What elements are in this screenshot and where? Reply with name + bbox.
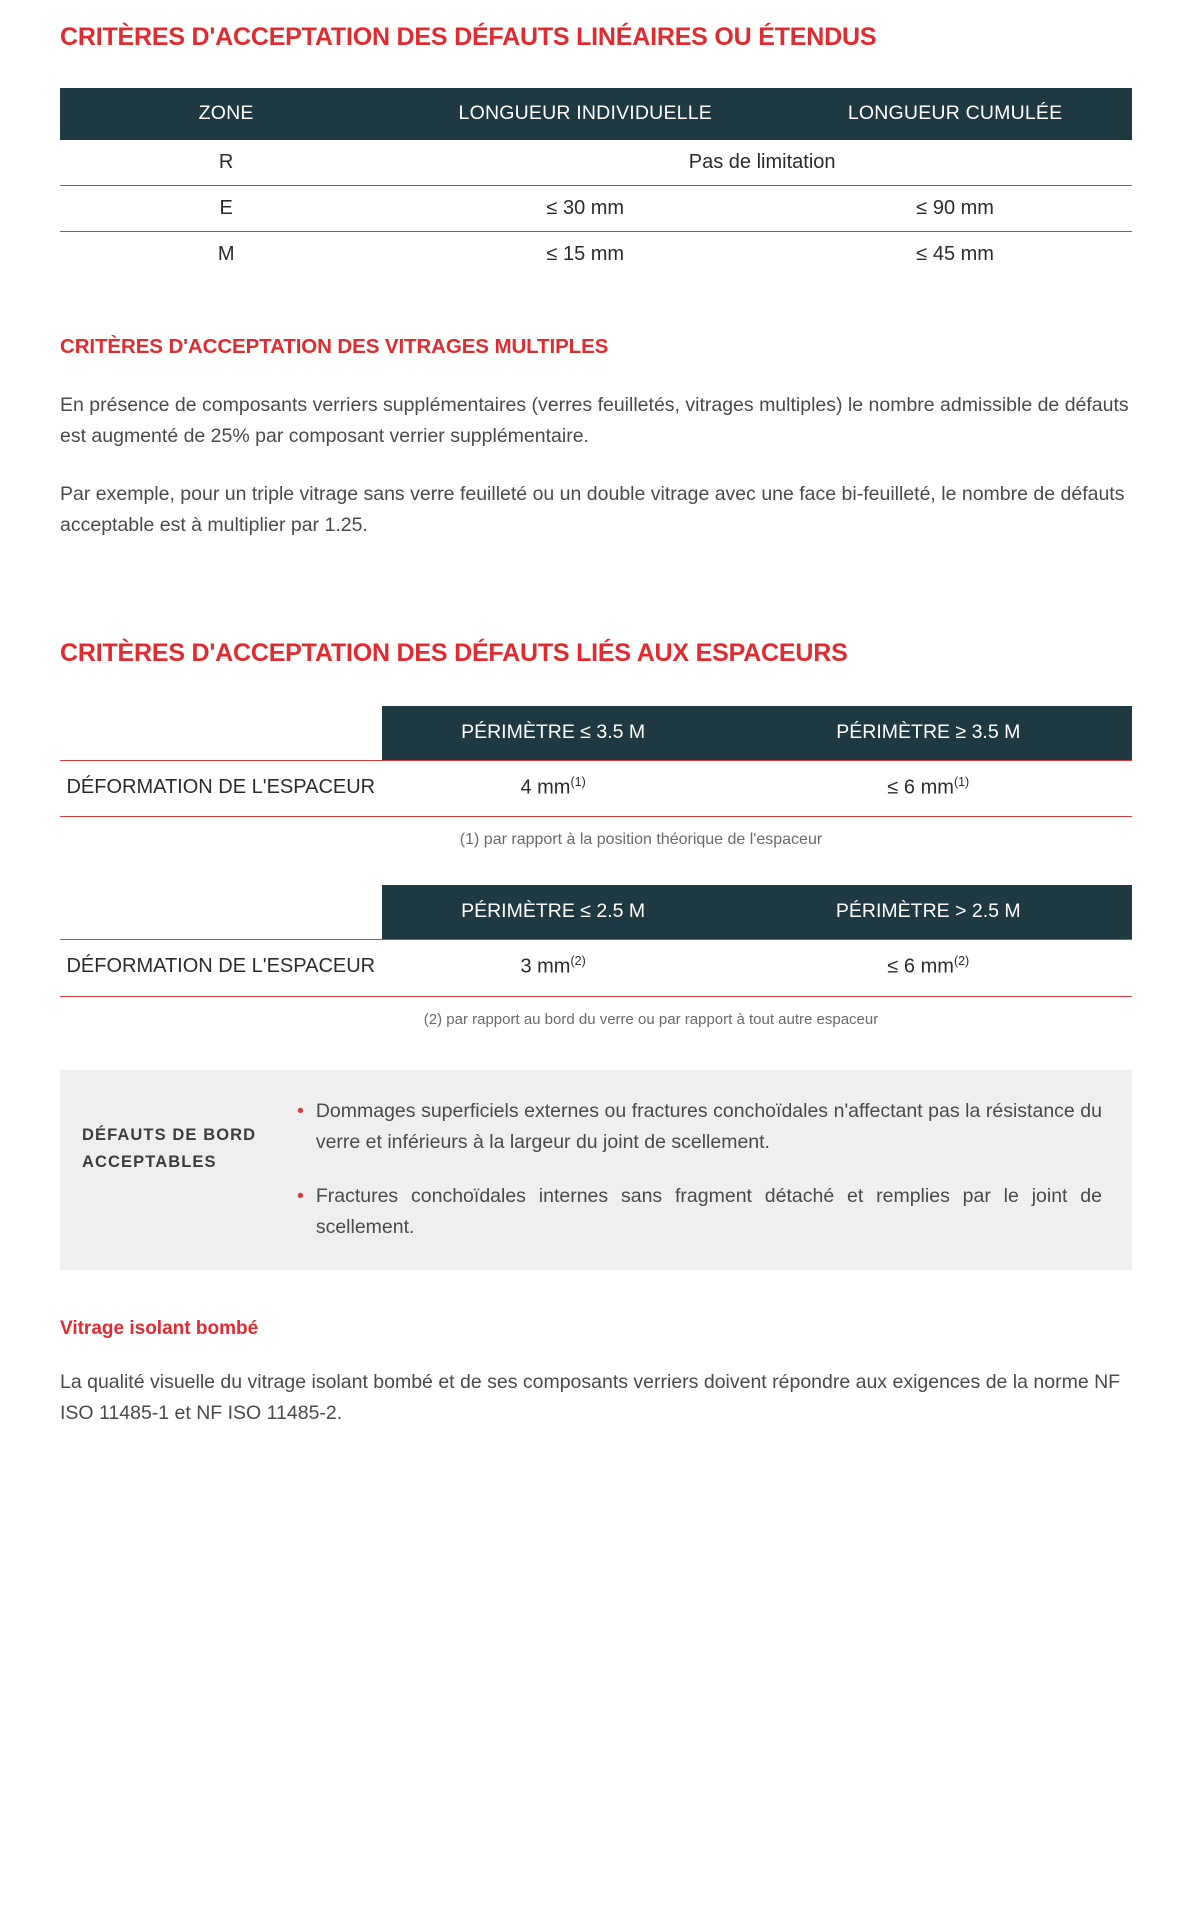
footnote-marker: (2): [570, 954, 586, 969]
edge-defects-label: [82, 1096, 297, 1176]
bullet-icon: •: [297, 1099, 304, 1122]
edge-defects-box: [60, 1070, 1132, 1270]
edge-defects-label-line-2: ACCEPTABLES: [82, 1152, 217, 1171]
column-header-perimetre-inf-3-5: PÉRIMÈTRE ≤ 3.5 M: [382, 706, 725, 761]
column-header-empty: [60, 706, 382, 761]
edge-defects-list: [297, 1096, 1102, 1244]
cell-longueur-cumulee: ≤ 90 mm: [778, 186, 1132, 232]
paragraph-vitrages-multiples-2: Par exemple, pour un triple vitrage sans verre feuilleté ou un double vitrage avec une face bi-feuilleté, le nombre de défauts acceptable est à multiplier par 1.25.: [60, 482, 1125, 537]
column-header-empty: [60, 885, 382, 940]
cell-deformation-value-1: [382, 760, 725, 816]
table-row: [60, 232, 1132, 278]
column-header-perimetre-inf-2-5: PÉRIMÈTRE ≤ 2.5 M: [382, 885, 725, 940]
cell-zone: R: [60, 140, 392, 186]
table-header-row: [60, 885, 1132, 940]
cell-longueur-individuelle: ≤ 30 mm: [392, 186, 778, 232]
list-item: [297, 1096, 1102, 1159]
table-espaceur-perimetre-3-5: [60, 706, 1132, 817]
heading-vitrage-isolant-bombe: Vitrage isolant bombé: [60, 1318, 259, 1339]
row-label-deformation-espaceur: DÉFORMATION DE L'ESPACEUR: [60, 760, 382, 816]
cell-longueur-individuelle: ≤ 15 mm: [546, 243, 625, 265]
list-item-text: Fractures conchoïdales internes sans fragment détaché et remplies par le joint de scellement.: [315, 1184, 1102, 1239]
list-item: [297, 1181, 1102, 1244]
footnote-marker: (2): [953, 954, 970, 969]
cell-deformation-value-2: [725, 940, 1132, 996]
value-text: 3 mm: [520, 955, 571, 978]
table-header-row: [60, 706, 1132, 761]
cell-deformation-value-1: [382, 940, 725, 996]
cell-longueur-cumulee: ≤ 45 mm: [916, 243, 994, 265]
table-row: [60, 760, 1132, 816]
list-item-text: Dommages superficiels externes ou fractures conchoïdales n'affectant pas la résistance du verre et inférieurs à la largeur du joint de scellement.: [315, 1099, 1102, 1154]
bullet-icon: •: [297, 1184, 304, 1207]
table-row: [60, 140, 1132, 186]
heading-vitrages-multiples: CRITÈRES D'ACCEPTATION DES VITRAGES MULTIPLES: [60, 335, 609, 358]
footnote-marker: (1): [953, 774, 970, 789]
paragraph-vitrage-isolant-bombe: La qualité visuelle du vitrage isolant bombé et de ses composants verriers doivent répondre aux exigences de la norme NF ISO 11485-1 et NF ISO 11485-2.: [60, 1370, 1121, 1425]
cell-zone: E: [60, 186, 392, 232]
cell-deformation-value-2: [725, 760, 1132, 816]
row-label-deformation-espaceur: DÉFORMATION DE L'ESPACEUR: [60, 940, 382, 996]
column-header-perimetre-sup-2-5: PÉRIMÈTRE > 2.5 M: [725, 885, 1132, 940]
paragraph-vitrages-multiples-1: En présence de composants verriers supplémentaires (verres feuilletés, vitrages multiples) le nombre admissible de défauts est augmenté de 25% par composant verrier supplémentaire.: [60, 393, 1129, 448]
column-header-zone: ZONE: [60, 88, 392, 140]
cell-pas-de-limitation: Pas de limitation: [392, 140, 1132, 186]
cell-zone: M: [217, 243, 235, 265]
table-row: [60, 940, 1132, 996]
value-text: ≤ 6 mm: [887, 776, 954, 799]
value-text: 4 mm: [520, 776, 571, 799]
column-header-longueur-individuelle: LONGUEUR INDIVIDUELLE: [392, 88, 778, 140]
footnote-1: (1) par rapport à la position théorique de l'espaceur: [459, 831, 823, 849]
heading-defauts-lineaires: CRITÈRES D'ACCEPTATION DES DÉFAUTS LINÉAIRES OU ÉTENDUS: [60, 23, 877, 51]
heading-defauts-espaceurs: CRITÈRES D'ACCEPTATION DES DÉFAUTS LIÉS AUX ESPACEURS: [60, 638, 848, 667]
edge-defects-label-line-1: DÉFAUTS DE BORD: [82, 1125, 257, 1144]
value-text: ≤ 6 mm: [887, 955, 954, 978]
column-header-perimetre-sup-3-5: PÉRIMÈTRE ≥ 3.5 M: [725, 706, 1132, 761]
table-header-row: [60, 88, 1132, 140]
column-header-longueur-cumulee: LONGUEUR CUMULÉE: [778, 88, 1132, 140]
footnote-2: (2) par rapport au bord du verre ou par rapport à tout autre espaceur: [423, 1010, 879, 1028]
table-row: [60, 186, 1132, 232]
footnote-marker: (1): [570, 774, 586, 789]
table-espaceur-perimetre-2-5: [60, 885, 1132, 996]
table-defauts-lineaires: [60, 88, 1132, 277]
